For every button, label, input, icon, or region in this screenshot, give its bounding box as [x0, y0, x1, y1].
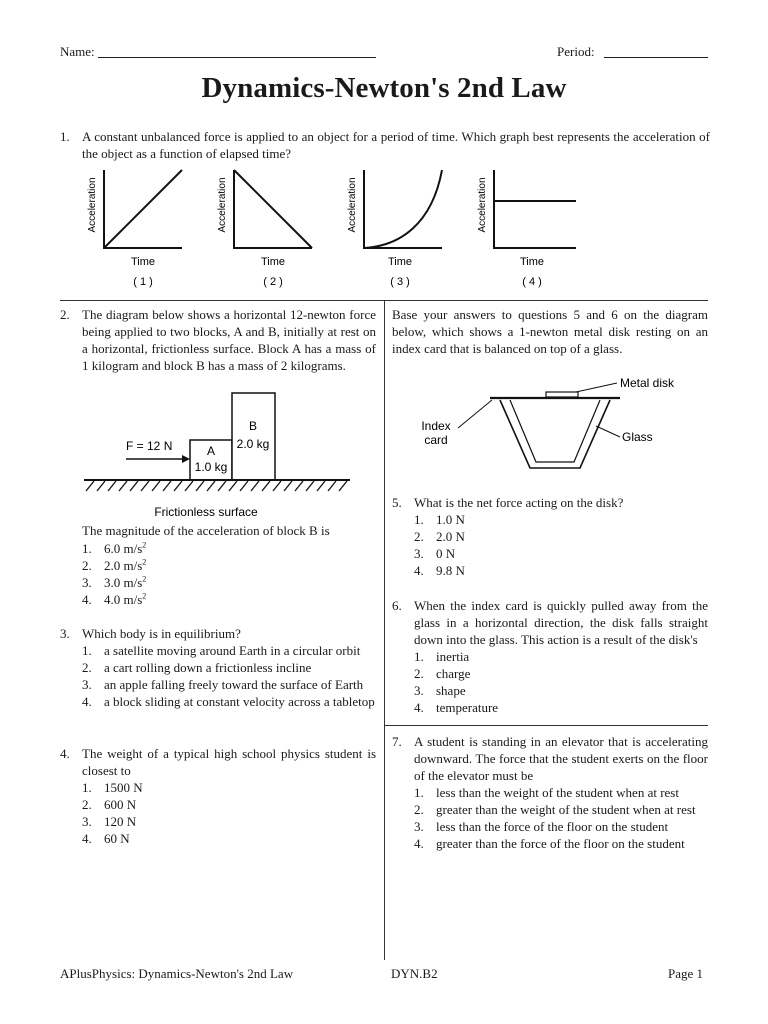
question-6-text: When the index card is quickly pulled away from the glass in a horizontal direction, the disk falls straight down into the glass. This action is a result of the disk's	[414, 598, 708, 647]
q6-choice-3[interactable]: 3. shape	[414, 683, 466, 698]
metal-disk-label: Metal disk	[620, 376, 675, 390]
hatch-mark	[273, 481, 281, 491]
question-2-prompt: The magnitude of the acceleration of block B is	[82, 523, 330, 538]
graph-2[interactable]	[217, 170, 312, 288]
graph-2-ylabel: Acceleration	[217, 177, 228, 233]
graph-4-axes	[494, 170, 576, 248]
graph-3-ylabel: Acceleration	[347, 177, 358, 233]
hatch-mark	[152, 481, 160, 491]
hatch-mark	[174, 481, 182, 491]
metal-disk	[546, 392, 578, 397]
force-label: F = 12 N	[126, 439, 173, 453]
q4-choice-1[interactable]: 1. 1500 N	[82, 780, 143, 795]
q3-choice-3[interactable]: 3. an apple falling freely toward the surface of Earth	[82, 677, 364, 692]
hatch-mark	[295, 481, 303, 491]
graph-3-caption: ( 3 )	[390, 276, 410, 288]
period-label: Period:	[557, 44, 595, 59]
question-6-number: 6.	[392, 598, 402, 613]
question-7	[392, 733, 708, 852]
graph-3-curve	[364, 170, 442, 248]
block-b-name: B	[248, 419, 258, 433]
graph-2-line	[234, 170, 312, 248]
q7-choice-4[interactable]: 4. greater than the force of the floor on the student	[414, 836, 685, 851]
hatch-mark	[207, 481, 215, 491]
force-arrowhead	[182, 455, 190, 463]
hatch-mark	[163, 481, 171, 491]
surface-label: Frictionless surface	[154, 505, 258, 519]
block-a-mass: 1.0 kg	[194, 460, 228, 474]
hatch-mark	[130, 481, 138, 491]
block-b-mass: 2.0 kg	[236, 437, 270, 451]
index-card-label-1: Index	[421, 419, 451, 433]
q6-choice-4[interactable]: 4. temperature	[414, 700, 499, 715]
surface-hatching	[86, 481, 347, 491]
vertical-divider	[384, 300, 385, 960]
question-2-number: 2.	[60, 307, 70, 322]
graph-1-ylabel: Acceleration	[87, 177, 98, 233]
footer-left: APlusPhysics: Dynamics-Newton's 2nd Law	[60, 966, 294, 981]
question-5-text: What is the net force acting on the disk?	[414, 495, 624, 510]
hatch-mark	[262, 481, 270, 491]
graph-1-caption: ( 1 )	[133, 276, 153, 288]
q2-choice-2[interactable]: 2. 2.0 $m/s^2$	[82, 557, 147, 573]
q3-choice-1[interactable]: 1. a satellite moving around Earth in a circular orbit	[82, 643, 361, 658]
graph-1[interactable]	[87, 170, 182, 288]
hatch-mark	[306, 481, 314, 491]
block-a-name: A	[206, 444, 216, 458]
q2-choice-3[interactable]: 3. 3.0 $m/s^2$	[82, 574, 147, 590]
q5-choice-4[interactable]: 4. 9.8 N	[414, 563, 465, 578]
hatch-mark	[284, 481, 292, 491]
q6-choice-2[interactable]: 2. charge	[414, 666, 471, 681]
period-field-line[interactable]	[604, 57, 708, 58]
metal-disk-leader	[576, 383, 617, 392]
graph-2-caption: ( 2 )	[263, 276, 283, 288]
question-7-number: 7.	[392, 734, 402, 749]
graph-4[interactable]	[477, 170, 576, 288]
graph-4-ylabel: Acceleration	[477, 177, 488, 233]
question-3	[60, 625, 376, 710]
question-6	[392, 597, 708, 716]
glass-leader	[596, 426, 620, 437]
q3-choice-2[interactable]: 2. a cart rolling down a frictionless incline	[82, 660, 312, 675]
hatch-mark	[196, 481, 204, 491]
question-1-number: 1.	[60, 129, 70, 144]
hatch-mark	[141, 481, 149, 491]
q3-choice-4[interactable]: 4. a block sliding at constant velocity across a tabletop	[82, 694, 375, 709]
intro-5-6: Base your answers to questions 5 and 6 on the diagram below, which shows a 1-newton metal disk resting on an index card that is balanced on top of a glass.	[392, 307, 708, 356]
question-5	[392, 494, 708, 579]
question-7-text: A student is standing in an elevator that is accelerating downward. The force that the student exerts on the floor of the elevator must be	[414, 734, 708, 783]
graph-3[interactable]	[347, 170, 442, 288]
question-2-text: The diagram below shows a horizontal 12-newton force being applied to two blocks, A and B, initially at rest on a horizontal, frictionless surface. Block A has a mass of 1 kilogram and block B has a mass of 2 kilograms.	[82, 307, 376, 373]
hatch-mark	[218, 481, 226, 491]
question-4-number: 4.	[60, 746, 70, 761]
glass-label: Glass	[622, 430, 653, 444]
footer-center: DYN.B2	[391, 966, 438, 981]
q2-choice-1[interactable]: 1. 6.0 $m/s^2$	[82, 540, 147, 556]
hatch-mark	[328, 481, 336, 491]
hatch-mark	[108, 481, 116, 491]
question-3-text: Which body is in equilibrium?	[82, 626, 241, 641]
hatch-mark	[339, 481, 347, 491]
name-field-line[interactable]	[98, 57, 376, 58]
hatch-mark	[86, 481, 94, 491]
q7-choice-3[interactable]: 3. less than the force of the floor on the student	[414, 819, 669, 834]
question-2	[60, 306, 376, 374]
index-card-label-2: card	[424, 433, 448, 447]
q5-choice-3[interactable]: 3. 0 N	[414, 546, 456, 561]
q6-choice-1[interactable]: 1. inertia	[414, 649, 470, 664]
graph-1-xlabel: Time	[130, 256, 156, 268]
q2-blocks-diagram	[82, 390, 352, 522]
question-1-text: A constant unbalanced force is applied to an object for a period of time. Which graph best represents the acceleration of the object as a function of elapsed time?	[82, 129, 710, 161]
q5-choice-2[interactable]: 2. 2.0 N	[414, 529, 465, 544]
q7-choice-2[interactable]: 2. greater than the weight of the student when at rest	[414, 802, 696, 817]
glass-outline	[500, 400, 610, 468]
index-card-leader	[458, 400, 492, 428]
graph-4-caption: ( 4 )	[522, 276, 542, 288]
footer-page-number: Page 1	[668, 966, 704, 981]
hatch-mark	[185, 481, 193, 491]
q1-graphs	[80, 164, 600, 294]
horizontal-divider-right	[384, 725, 708, 726]
question-2-choices	[82, 540, 376, 608]
name-label: Name:	[60, 44, 95, 59]
question-3-number: 3.	[60, 626, 70, 641]
page-title: Dynamics-Newton's 2nd Law	[201, 72, 567, 104]
q4-choice-2[interactable]: 2. 600 N	[82, 797, 137, 812]
graph-2-xlabel: Time	[260, 256, 286, 268]
q4-choice-4[interactable]: 4. 60 N	[82, 831, 130, 846]
hatch-mark	[240, 481, 248, 491]
q2-choice-4[interactable]: 4. 4.0 $m/s^2$	[82, 591, 147, 607]
question-4	[60, 745, 376, 847]
question-4-text: The weight of a typical high school physics student is closest to	[82, 746, 376, 778]
hatch-mark	[119, 481, 127, 491]
q7-choice-1[interactable]: 1. less than the weight of the student when at rest	[414, 785, 679, 800]
graph-1-line	[104, 170, 182, 248]
graph-3-xlabel: Time	[387, 256, 413, 268]
question-5-number: 5.	[392, 495, 402, 510]
glass-diagram	[400, 370, 700, 480]
hatch-mark	[97, 481, 105, 491]
hatch-mark	[229, 481, 237, 491]
q4-choice-3[interactable]: 3. 120 N	[82, 814, 137, 829]
q5-choice-1[interactable]: 1. 1.0 N	[414, 512, 465, 527]
hatch-mark	[317, 481, 325, 491]
hatch-mark	[251, 481, 259, 491]
graph-4-xlabel: Time	[519, 256, 545, 268]
question-1	[60, 128, 710, 162]
